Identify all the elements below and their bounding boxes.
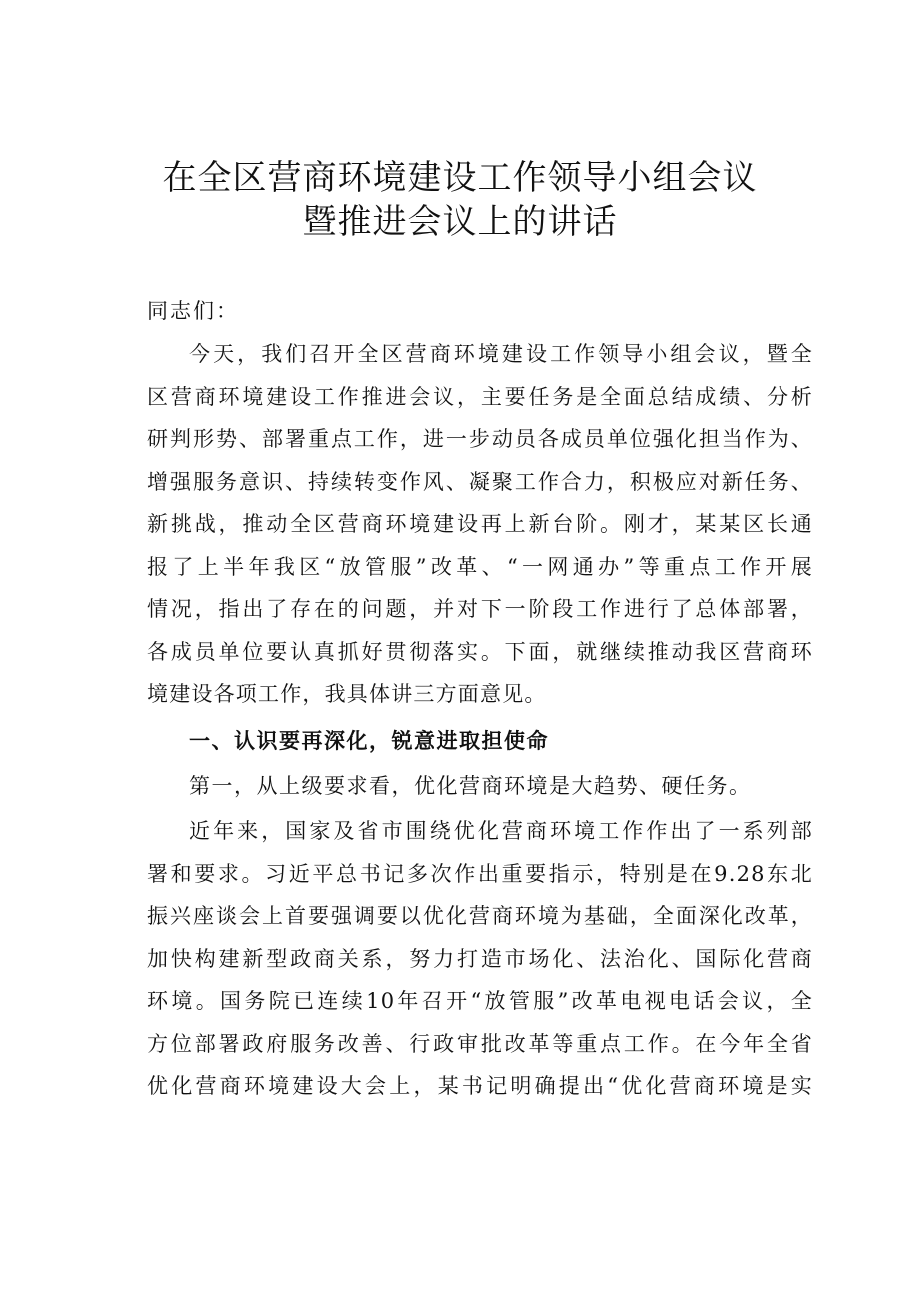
paragraph-line: 环境。国务院已连续10年召开“放管服”改革电视电话会议，全	[147, 989, 813, 1013]
paragraph-line: 振兴座谈会上首要强调要以优化营商环境为基础，全面深化改革，	[147, 904, 813, 928]
body-paragraph	[147, 810, 813, 1108]
paragraph-line: 报了上半年我区“放管服”改革、“一网通办”等重点工作开展	[147, 554, 813, 579]
paragraph-line: 研判形势、部署重点工作，进一步动员各成员单位强化担当作为、	[147, 427, 813, 451]
paragraph-line: 优化营商环境建设大会上，某书记明确提出“优化营商环境是实	[147, 1074, 813, 1098]
paragraph-line: 近年来，国家及省市围绕优化营商环境工作作出了一系列部	[189, 819, 813, 843]
paragraph-line: 区营商环境建设工作推进会议，主要任务是全面总结成绩、分析	[147, 384, 813, 409]
paragraph-line: 境建设各项工作，我具体讲三方面意见。	[147, 682, 547, 706]
paragraph-line: 增强服务意识、持续转变作风、凝聚工作合力，积极应对新任务、	[147, 469, 813, 494]
intro-paragraph	[147, 333, 813, 716]
subpoint-text: 第一，从上级要求看，优化营商环境是大趋势、硬任务。	[189, 774, 752, 798]
document-title-line-1: 在全区营商环境建设工作领导小组会议	[162, 158, 758, 198]
paragraph-line: 各成员单位要认真抓好贯彻落实。下面，就继续推动我区营商环	[147, 639, 813, 664]
paragraph-line: 情况，指出了存在的问题，并对下一阶段工作进行了总体部署，	[147, 597, 813, 621]
document-title-line-2: 暨推进会议上的讲话	[302, 202, 618, 242]
paragraph-line: 方位部署政府服务改善、行政审批改革等重点工作。在今年全省	[147, 1031, 813, 1056]
paragraph-line: 署和要求。习近平总书记多次作出重要指示，特别是在9.28东北	[147, 861, 813, 886]
paragraph-line: 今天，我们召开全区营商环境建设工作领导小组会议，暨全	[189, 342, 813, 366]
paragraph-line: 新挑战，推动全区营商环境建设再上新台阶。刚才，某某区长通	[147, 512, 813, 536]
salutation: 同志们：	[147, 299, 239, 323]
section-heading: 一、认识要再深化，锐意进取担使命	[189, 729, 549, 753]
paragraph-line: 加快构建新型政商关系，努力打造市场化、法治化、国际化营商	[147, 946, 813, 971]
